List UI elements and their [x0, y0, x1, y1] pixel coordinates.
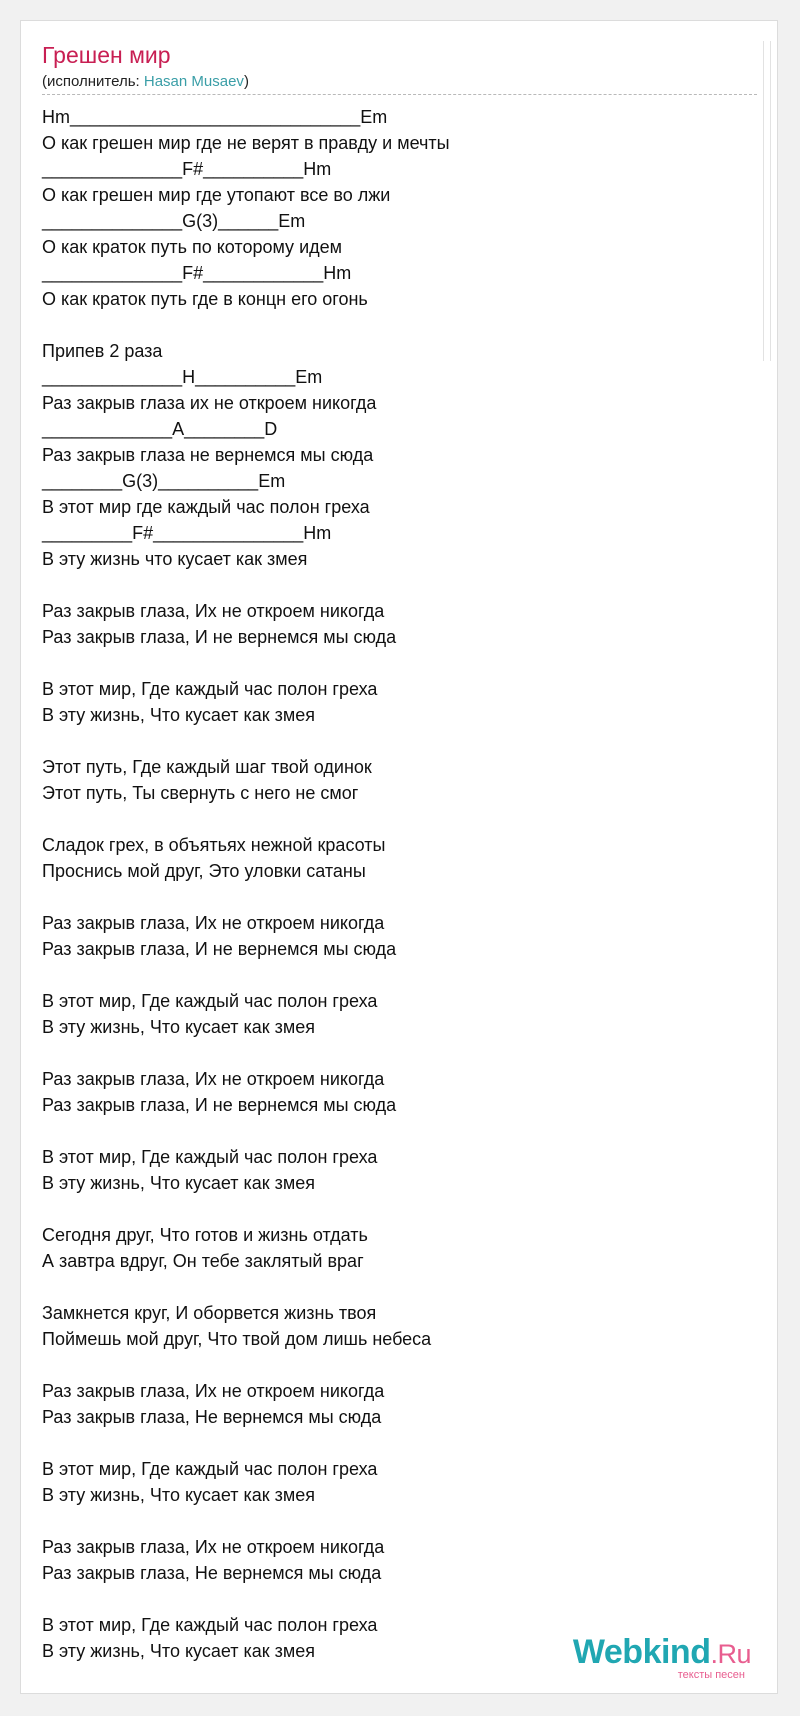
- lyrics-line: Этот путь, Ты свернуть с него не смог: [42, 783, 359, 803]
- lyrics-blank-line: [42, 1508, 757, 1534]
- lyrics-line: Припев 2 раза: [42, 341, 163, 361]
- lyrics-line: ______________F#__________Hm: [42, 159, 332, 179]
- lyrics-line: Раз закрыв глаза, Их не откроем никогда: [42, 601, 385, 621]
- lyrics-blank-line: [42, 1040, 757, 1066]
- lyrics-body: [42, 104, 757, 1664]
- webkind-logo[interactable]: [551, 1633, 751, 1683]
- lyrics-line: Сладок грех, в объятьях нежной красоты: [42, 835, 386, 855]
- lyrics-line: Раз закрыв глаза, И не вернемся мы сюда: [42, 1095, 397, 1115]
- artist-prefix: (исполнитель:: [42, 73, 144, 90]
- logo-tagline: тексты песен: [677, 1669, 745, 1681]
- artist-link[interactable]: Hasan Musaev: [143, 73, 244, 90]
- lyrics-line: Раз закрыв глаза, И не вернемся мы сюда: [42, 627, 397, 647]
- lyrics-line: Раз закрыв глаза не вернемся мы сюда: [42, 445, 374, 465]
- lyrics-line: О как краток путь где в концн его огонь: [42, 289, 368, 309]
- lyrics-line: ______________H__________Em: [42, 367, 323, 387]
- lyrics-line: В эту жизнь, Что кусает как змея: [42, 1641, 316, 1661]
- lyrics-page: [20, 20, 778, 1694]
- lyrics-line: В эту жизнь, Что кусает как змея: [42, 705, 316, 725]
- lyrics-line: Поймешь мой друг, Что твой дом лишь небеса: [42, 1329, 432, 1349]
- lyrics-line: Раз закрыв глаза, Их не откроем никогда: [42, 913, 385, 933]
- lyrics-line: В этот мир, Где каждый час полон греха: [42, 1615, 378, 1635]
- lyrics-line: Раз закрыв глаза, Не вернемся мы сюда: [42, 1563, 382, 1583]
- lyrics-line: В эту жизнь что кусает как змея: [42, 549, 308, 569]
- lyrics-line: В этот мир, Где каждый час полон греха: [42, 1147, 378, 1167]
- lyrics-line: В этот мир, Где каждый час полон греха: [42, 1459, 378, 1479]
- lyrics-blank-line: [42, 884, 757, 910]
- artist-suffix: ): [243, 73, 249, 90]
- song-title: Грешен мир: [42, 42, 171, 68]
- lyrics-line: О как грешен мир где не верят в правду и мечты: [42, 133, 450, 153]
- lyrics-line: Сегодня друг, Что готов и жизнь отдать: [42, 1225, 368, 1245]
- lyrics-blank-line: [42, 1586, 757, 1612]
- lyrics-line: _____________A________D: [42, 419, 278, 439]
- lyrics-blank-line: [42, 728, 757, 754]
- lyrics-line: О как грешен мир где утопают все во лжи: [42, 185, 391, 205]
- lyrics-line: В эту жизнь, Что кусает как змея: [42, 1017, 316, 1037]
- lyrics-line: Раз закрыв глаза, Их не откроем никогда: [42, 1069, 385, 1089]
- lyrics-line: Hm_____________________________Em: [42, 107, 388, 127]
- lyrics-line: В эту жизнь, Что кусает как змея: [42, 1485, 316, 1505]
- logo-tld: .Ru: [710, 1639, 751, 1669]
- logo-main-text: Webkind: [572, 1633, 711, 1671]
- lyrics-line: ______________F#____________Hm: [42, 263, 352, 283]
- lyrics-blank-line: [42, 1274, 757, 1300]
- lyrics-line: Раз закрыв глаза, Их не откроем никогда: [42, 1537, 385, 1557]
- lyrics-line: Замкнется круг, И оборвется жизнь твоя: [42, 1303, 377, 1323]
- divider: [42, 94, 757, 95]
- lyrics-line: Раз закрыв глаза их не откроем никогда: [42, 393, 377, 413]
- lyrics-line: Раз закрыв глаза, Их не откроем никогда: [42, 1381, 385, 1401]
- lyrics-line: Раз закрыв глаза, Не вернемся мы сюда: [42, 1407, 382, 1427]
- lyrics-blank-line: [42, 1430, 757, 1456]
- lyrics-line: В этот мир, Где каждый час полон греха: [42, 679, 378, 699]
- lyrics-line: _________F#_______________Hm: [42, 523, 332, 543]
- lyrics-blank-line: [42, 572, 757, 598]
- lyrics-blank-line: [42, 806, 757, 832]
- lyrics-blank-line: [42, 1196, 757, 1222]
- logo-wordmark: [573, 1633, 751, 1673]
- lyrics-blank-line: [42, 312, 757, 338]
- lyrics-line: Проснись мой друг, Это уловки сатаны: [42, 861, 366, 881]
- lyrics-blank-line: [42, 650, 757, 676]
- lyrics-blank-line: [42, 1118, 757, 1144]
- lyrics-line: В эту жизнь, Что кусает как змея: [42, 1173, 316, 1193]
- scrollbar[interactable]: [763, 41, 771, 361]
- artist-line: [42, 73, 249, 91]
- lyrics-blank-line: [42, 962, 757, 988]
- lyrics-line: В этот мир где каждый час полон греха: [42, 497, 370, 517]
- lyrics-line: ________G(3)__________Em: [42, 471, 286, 491]
- lyrics-line: Этот путь, Где каждый шаг твой одинок: [42, 757, 372, 777]
- lyrics-line: Раз закрыв глаза, И не вернемся мы сюда: [42, 939, 397, 959]
- lyrics-line: А завтра вдруг, Он тебе заклятый враг: [42, 1251, 364, 1271]
- lyrics-line: О как краток путь по которому идем: [42, 237, 343, 257]
- lyrics-line: ______________G(3)______Em: [42, 211, 306, 231]
- lyrics-blank-line: [42, 1352, 757, 1378]
- lyrics-line: В этот мир, Где каждый час полон греха: [42, 991, 378, 1011]
